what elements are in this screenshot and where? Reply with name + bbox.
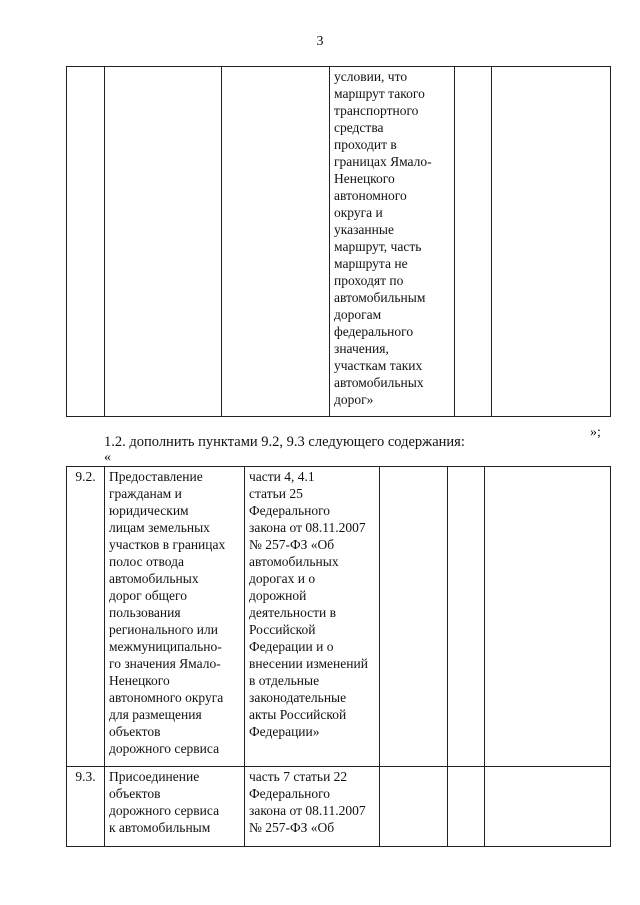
table-cell bbox=[448, 467, 485, 767]
service-name: Предоставление гражданам и юридическим лицам земельных участков в границах полос отвода автомобильных дорог общего пользования регионального или межмуниципально- го значения Ямало- Ненецкого автономного округа для размещения объектов дорожного сервиса bbox=[105, 467, 245, 767]
table-cell bbox=[448, 767, 485, 847]
closing-quote: »; bbox=[590, 425, 601, 440]
page-number: 3 bbox=[316, 34, 324, 49]
table-cell bbox=[485, 767, 611, 847]
legal-basis: часть 7 статьи 22 Федерального закона от 08.11.2007 № 257-ФЗ «Об bbox=[245, 767, 380, 847]
table-cell bbox=[67, 67, 105, 417]
table-cell bbox=[380, 767, 448, 847]
legal-basis: части 4, 4.1 статьи 25 Федерального закона от 08.11.2007 № 257-ФЗ «Об автомобильных дорогах и о дорожной деятельности в Российской Федерации и о внесении изменений в отдельные законодательные акты Российской Федерации» bbox=[245, 467, 380, 767]
table-cell bbox=[492, 67, 611, 417]
continued-text: условии, что маршрут такого транспортного средства проходит в границах Ямало- Ненецкого автономного округа и указанные маршрут, часть маршрута не проходят по автомобильным дорогам федерального значения, участкам таких автомобильных дорог» bbox=[330, 67, 455, 417]
table-row bbox=[67, 467, 611, 767]
table-row bbox=[67, 767, 611, 847]
opening-quote: « bbox=[104, 450, 111, 465]
table-cell bbox=[105, 67, 222, 417]
item-number: 9.2. bbox=[67, 467, 105, 767]
table-cell bbox=[380, 467, 448, 767]
amendment-paragraph: 1.2. дополнить пунктами 9.2, 9.3 следующего содержания: bbox=[104, 434, 465, 450]
table-cell bbox=[485, 467, 611, 767]
table-cell bbox=[222, 67, 330, 417]
service-name: Присоединение объектов дорожного сервиса к автомобильным bbox=[105, 767, 245, 847]
new-items-table bbox=[66, 466, 611, 847]
continued-table bbox=[66, 66, 611, 417]
item-number: 9.3. bbox=[67, 767, 105, 847]
table-cell bbox=[455, 67, 492, 417]
